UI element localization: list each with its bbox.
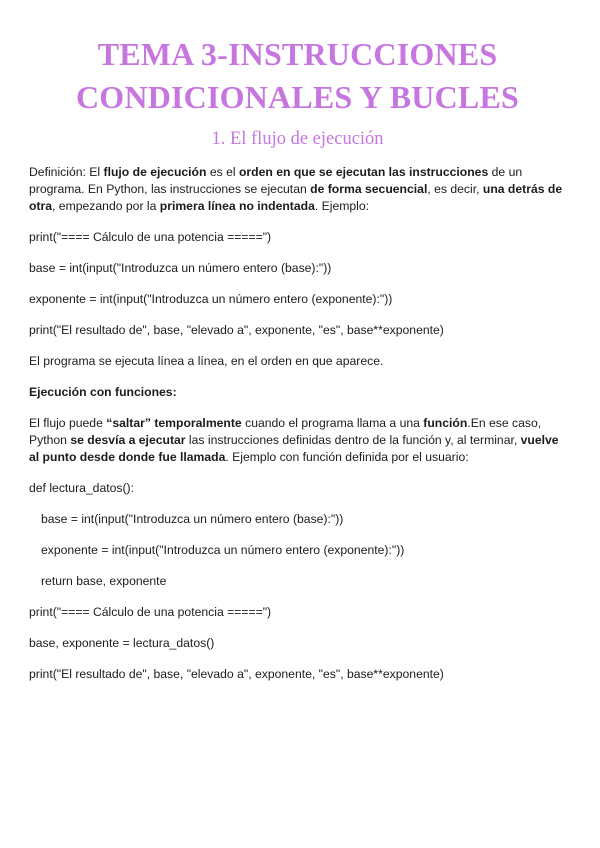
- bold-fragment: de forma secuencial: [310, 182, 428, 196]
- bold-fragment: orden en que se ejecutan las instrucciones: [238, 165, 489, 179]
- text-fragment: las instrucciones definidas dentro de la función y, al terminar,: [185, 433, 521, 447]
- text-fragment: . Ejemplo:: [314, 199, 370, 213]
- code-line: exponente = int(input("Introduzca un número entero (exponente):")): [29, 292, 393, 306]
- sequential-note-paragraph: El programa se ejecuta línea a línea, en el orden en que aparece.: [29, 354, 384, 368]
- bold-fragment: una detrás de otra: [29, 182, 563, 213]
- text-fragment: Definición: El: [29, 165, 104, 179]
- code-line-indented: base = int(input("Introduzca un número entero (base):")): [41, 512, 344, 526]
- text-fragment: , empezando por la: [52, 199, 160, 213]
- bold-fragment: se desvía a ejecutar: [70, 433, 186, 447]
- code-line: print("==== Cálculo de una potencia ====="): [29, 605, 272, 619]
- functions-heading: Ejecución con funciones:: [29, 385, 177, 399]
- code-line: base = int(input("Introduzca un número entero (base):")): [29, 261, 332, 275]
- bold-fragment: vuelve al punto desde donde fue llamada: [29, 433, 559, 464]
- functions-paragraph: [29, 415, 566, 466]
- bold-fragment: flujo de ejecución: [103, 165, 207, 179]
- bold-fragment: “saltar” temporalmente: [106, 416, 242, 430]
- text-fragment: , es decir,: [427, 182, 483, 196]
- page-title: [29, 0, 566, 119]
- definition-paragraph: [29, 164, 566, 215]
- code-line: base, exponente = lectura_datos(): [29, 636, 215, 650]
- text-fragment: El flujo puede: [29, 416, 107, 430]
- code-line: print("El resultado de", base, "elevado a", exponente, "es", base**exponente): [29, 667, 444, 681]
- text-fragment: de un programa. En Python, las instrucciones se ejecutan: [29, 165, 523, 196]
- code-line: print("El resultado de", base, "elevado a", exponente, "es", base**exponente): [29, 323, 444, 337]
- text-fragment: es el: [206, 165, 239, 179]
- code-line: print("==== Cálculo de una potencia ====="): [29, 230, 272, 244]
- page-title-line-2: CONDICIONALES Y BUCLES: [75, 79, 519, 115]
- text-fragment: .En ese caso, Python: [29, 416, 542, 447]
- code-line-indented: return base, exponente: [41, 574, 167, 588]
- code-line-indented: exponente = int(input("Introduzca un número entero (exponente):")): [41, 543, 405, 557]
- code-line-def: def lectura_datos():: [29, 481, 135, 495]
- bold-fragment: función: [423, 416, 468, 430]
- bold-fragment: primera línea no indentada: [159, 199, 315, 213]
- page-title-line-1: TEMA 3-INSTRUCCIONES: [97, 36, 498, 72]
- text-fragment: cuando el programa llama a una: [241, 416, 424, 430]
- section-title: 1. El flujo de ejecución: [211, 129, 384, 149]
- text-fragment: . Ejemplo con función definida por el usuario:: [225, 450, 469, 464]
